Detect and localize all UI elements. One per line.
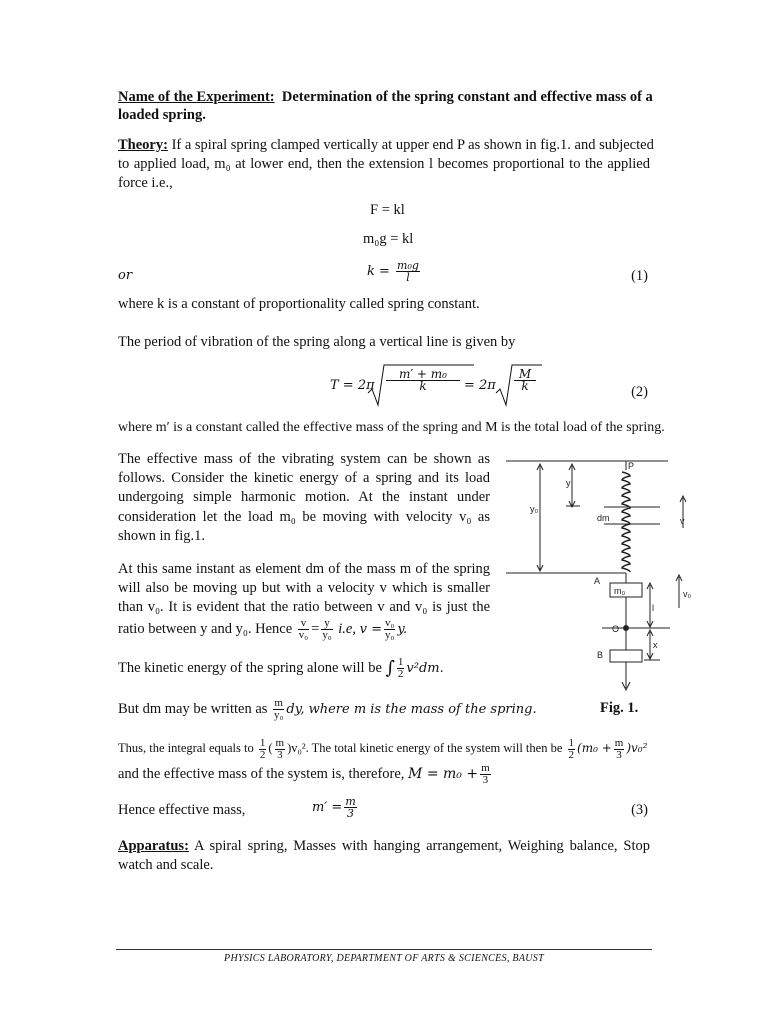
theory-text1: If a spiral spring clamped vertically at upper end P as shown in fig.1. and subjected (171, 137, 654, 153)
effective-mass-system-line: and the effective mass of the system is, therefore, M = m₀ + $\frac{m}{3}$ (118, 762, 490, 787)
theory-line1 (118, 136, 654, 155)
theory-label: Theory: (118, 137, 168, 153)
equation-number-1: (1) (631, 268, 648, 284)
kinetic-energy-line: The kinetic energy of the spring alone will be ∫ $\frac{1}{2}$ v²dm. (118, 656, 444, 681)
ratio-line: ratio between y and y₀. Hence $\frac{v}{\text{v₀}}$ = $\frac{y}{\text{y₀}}$ i.e, v = $\frac{\text{v₀}}{\text{y₀}}$ y. (118, 617, 408, 642)
equation-weight: m₀g = kl (363, 231, 414, 247)
mass-b-box (610, 650, 642, 662)
para2-line1: At this same instant as element dm of the mass m of the spring (118, 561, 490, 577)
para2-line3: than v₀. It is evident that the ratio between v and v₀ is just the (118, 599, 490, 615)
label-v: v (680, 516, 685, 526)
equation-number-3: (3) (631, 802, 648, 818)
label-b: B (597, 650, 604, 660)
label-dm: dm (597, 513, 610, 523)
hence-label: Hence effective mass, (118, 802, 246, 818)
or-word: or (118, 268, 133, 283)
footer-rule (116, 949, 652, 950)
theory-line2: to applied load, m₀ at lower end, then the extension l becomes proportional to the applied (118, 156, 650, 172)
para1-line4: consideration let the load m₀ be moving with velocity v₀ as (118, 509, 490, 525)
hence-equation: m′ = $\frac{m}{3}$ (312, 795, 356, 820)
label-x: x (653, 640, 658, 650)
where-k-text: where k is a constant of proportionality called spring constant. (118, 296, 480, 312)
para2-line2: will also be moving up but with a velocity v which is smaller (118, 580, 490, 596)
apparatus-line2: watch and scale. (118, 857, 214, 873)
para1-line1: The effective mass of the vibrating system can be shown as (118, 451, 490, 467)
spring-coil (622, 472, 630, 572)
experiment-title-line1 (118, 88, 653, 107)
label-l: l (652, 603, 654, 613)
label-y0: y₀ (530, 504, 539, 514)
experiment-title-line2: loaded spring. (118, 107, 206, 123)
label-y: y (566, 478, 571, 488)
experiment-title-text: Determination of the spring constant and effective mass of a (281, 89, 653, 105)
experiment-title-label: Name of the Experiment: (118, 89, 275, 105)
apparatus-line1: Apparatus: A spiral spring, Masses with hanging arrangement, Weighing balance, Stop (118, 838, 650, 854)
apparatus-label: Apparatus: (118, 838, 189, 854)
label-p: P (628, 461, 635, 471)
label-v0: v₀ (683, 589, 692, 599)
label-a: A (594, 576, 601, 586)
integral-line: Thus, the integral equals to $\frac{1}{2}$ ( $\frac{m}{3}$ )v₀². The total kinetic energy of the system will then be $\frac{1}{2}$ (m₀ + $\frac{m}{3}$ )v₀² (118, 736, 648, 761)
para1-line2: follows. Consider the kinetic energy of a spring and its load (118, 470, 490, 486)
para1-line3: undergoing simple harmonic motion. At the instant under (118, 489, 490, 505)
period-intro-text: The period of vibration of the spring along a vertical line is given by (118, 334, 516, 350)
label-o: O (612, 624, 620, 634)
where-m-text: where m′ is a constant called the effective mass of the spring and M is the total load of the spring. (118, 420, 665, 435)
theory-line3: force i.e., (118, 175, 173, 191)
equation-number-2: (2) (631, 384, 648, 400)
dm-line: But dm may be written as $\frac{m}{\text{y₀}}$ dy, where m is the mass of the spring. (118, 697, 537, 722)
para1-line5: shown in fig.1. (118, 528, 205, 544)
figure-caption: Fig. 1. (600, 700, 639, 716)
spring-figure (500, 452, 692, 702)
label-m0: m₀ (614, 586, 626, 596)
page-footer: PHYSICS LABORATORY, DEPARTMENT OF ARTS & SCIENCES, BAUST (224, 953, 544, 964)
equation-k: k = $\frac{\text{m₀g}}{l}$ (367, 259, 419, 284)
equation-force: F = kl (370, 202, 405, 218)
